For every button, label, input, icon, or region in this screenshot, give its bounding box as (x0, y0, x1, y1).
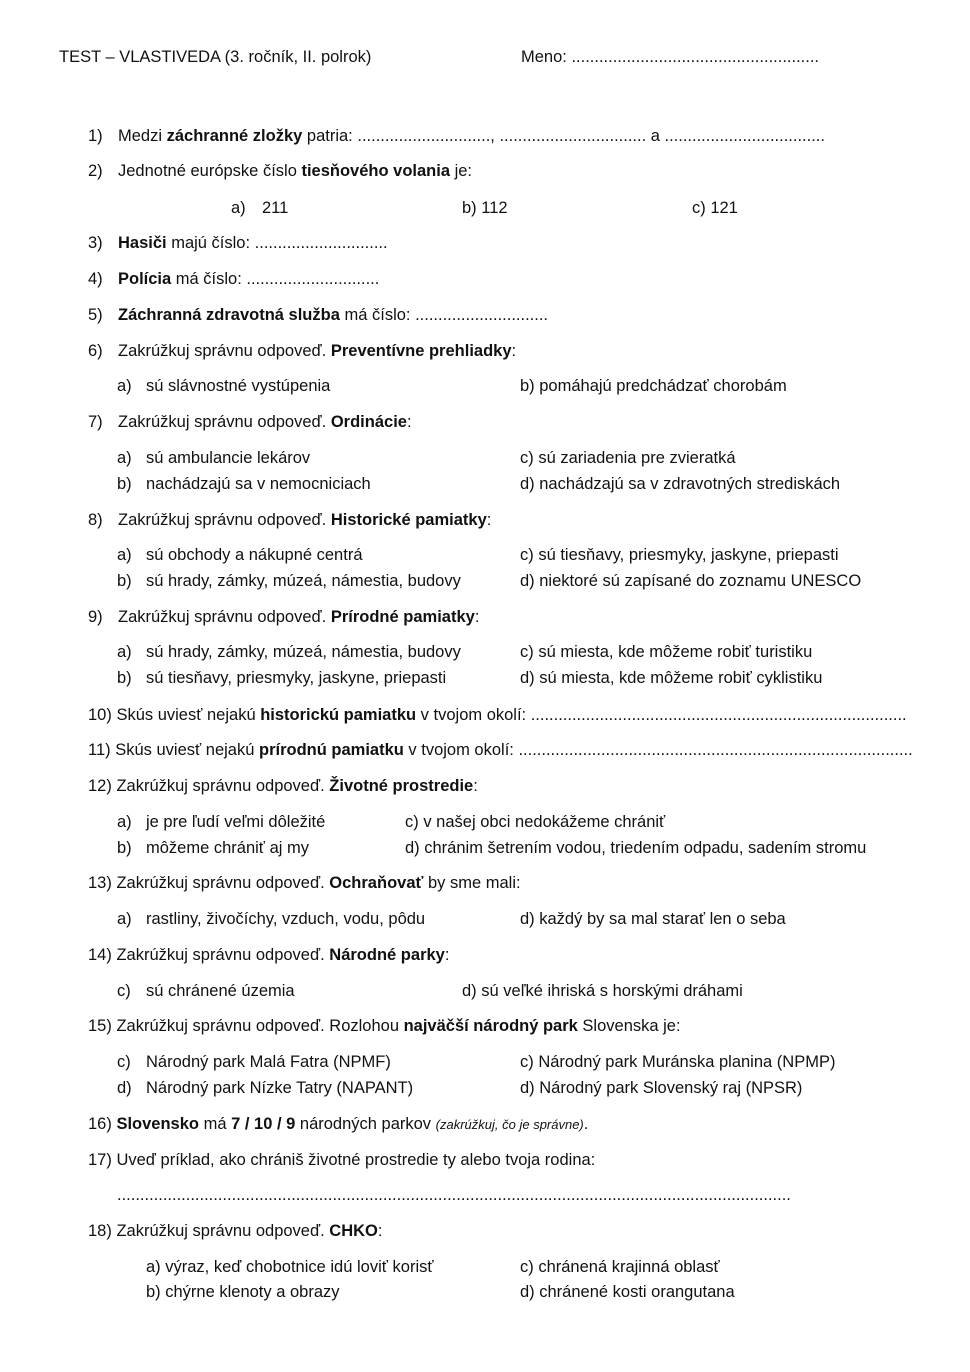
question-7-option-a[interactable]: sú ambulancie lekárov (146, 449, 311, 467)
question-18: 18) Zakrúžkuj správnu odpoveď. CHKO: (88, 1222, 383, 1240)
question-8-option-b-label[interactable]: b) (117, 572, 132, 590)
question-12: 12) Zakrúžkuj správnu odpoveď. Životné prostredie: (88, 777, 478, 795)
question-7-option-b[interactable]: nachádzajú sa v nemocniciach (146, 475, 371, 493)
question-3-text: Hasiči majú číslo: ............................. (118, 234, 388, 252)
question-18-option-d[interactable]: d) chránené kosti orangutana (520, 1283, 735, 1301)
test-title: TEST – VLASTIVEDA (3. ročník, II. polrok) (59, 48, 372, 66)
question-9-option-a[interactable]: sú hrady, zámky, múzeá, námestia, budovy (146, 643, 461, 661)
question-18-option-a[interactable]: a) výraz, keď chobotnice idú loviť korisť (146, 1258, 434, 1276)
name-field[interactable]: Meno: ...................................................... (521, 48, 819, 66)
question-15: 15) Zakrúžkuj správnu odpoveď. Rozlohou najväčší národný park Slovenska je: (88, 1017, 681, 1035)
question-13-option-d[interactable]: d) každý by sa mal starať len o seba (520, 910, 786, 928)
question-4-number: 4) (88, 270, 103, 288)
question-7-option-c[interactable]: c) sú zariadenia pre zvieratká (520, 449, 736, 467)
question-12-option-a-label[interactable]: a) (117, 813, 132, 831)
question-9-text: Zakrúžkuj správnu odpoveď. Prírodné pamiatky: (118, 608, 480, 626)
question-2-text: Jednotné európske číslo tiesňového volania je: (118, 162, 473, 180)
question-6-number: 6) (88, 342, 103, 360)
question-7-text: Zakrúžkuj správnu odpoveď. Ordinácie: (118, 413, 412, 431)
question-7-number: 7) (88, 413, 103, 431)
question-9-option-c[interactable]: c) sú miesta, kde môžeme robiť turistiku (520, 643, 813, 661)
question-12-option-b-label[interactable]: b) (117, 839, 132, 857)
question-6-option-b[interactable]: b) pomáhajú predchádzať chorobám (520, 377, 787, 395)
question-6-option-a-label[interactable]: a) (117, 377, 132, 395)
question-12-option-a[interactable]: je pre ľudí veľmi dôležité (146, 813, 326, 831)
question-12-option-b[interactable]: môžeme chrániť aj my (146, 839, 309, 857)
question-17-answer-line[interactable]: ................................................................................................................................................... (117, 1186, 791, 1204)
question-11[interactable]: 11) Skús uviesť nejakú prírodnú pamiatku v tvojom okolí: ...................................................................................... (88, 741, 913, 759)
question-18-option-b[interactable]: b) chýrne klenoty a obrazy (146, 1283, 340, 1301)
question-5-text: Záchranná zdravotná služba má číslo: ............................. (118, 306, 549, 324)
question-5-number: 5) (88, 306, 103, 324)
question-15-option-c-label[interactable]: c) (117, 1053, 131, 1071)
question-12-option-d[interactable]: d) chránim šetrením vodou, triedením odpadu, sadením stromu (405, 839, 867, 857)
question-3-number: 3) (88, 234, 103, 252)
question-1-text: Medzi záchranné zložky patria: ............................., ................................ a ................................... (118, 127, 825, 145)
question-7-option-b-label[interactable]: b) (117, 475, 132, 493)
question-1-number: 1) (88, 127, 103, 145)
question-13-option-a-label[interactable]: a) (117, 910, 132, 928)
question-9-option-b-label[interactable]: b) (117, 669, 132, 687)
question-14-option-c[interactable]: sú chránené územia (146, 982, 295, 1000)
question-8-option-c[interactable]: c) sú tiesňavy, priesmyky, jaskyne, priepasti (520, 546, 839, 564)
question-13: 13) Zakrúžkuj správnu odpoveď. Ochraňovať by sme mali: (88, 874, 521, 892)
question-8-text: Zakrúžkuj správnu odpoveď. Historické pamiatky: (118, 511, 492, 529)
question-15-option-d-label[interactable]: d) (117, 1079, 132, 1097)
question-2-number: 2) (88, 162, 103, 180)
question-16[interactable]: 16) Slovensko má 7 / 10 / 9 národných parkov (zakrúžkuj, čo je správne). (88, 1115, 589, 1133)
question-2-option-c[interactable]: c) 121 (692, 199, 738, 217)
question-9-option-d[interactable]: d) sú miesta, kde môžeme robiť cyklistiku (520, 669, 823, 687)
question-8-option-d[interactable]: d) niektoré sú zapísané do zoznamu UNESCO (520, 572, 862, 590)
question-12-option-c[interactable]: c) v našej obci nedokážeme chrániť (405, 813, 666, 831)
question-15-option-d2[interactable]: d) Národný park Slovenský raj (NPSR) (520, 1079, 803, 1097)
question-13-option-a[interactable]: rastliny, živočíchy, vzduch, vodu, pôdu (146, 910, 426, 928)
question-17: 17) Uveď príklad, ako chrániš životné prostredie ty alebo tvoja rodina: (88, 1151, 596, 1169)
question-7-option-a-label[interactable]: a) (117, 449, 132, 467)
question-18-option-c[interactable]: c) chránená krajinná oblasť (520, 1258, 720, 1276)
question-10[interactable]: 10) Skús uviesť nejakú historickú pamiatku v tvojom okolí: .................................................................................. (88, 706, 907, 724)
question-2-option-b[interactable]: b) 112 (462, 199, 508, 217)
question-8-option-a-label[interactable]: a) (117, 546, 132, 564)
question-15-option-d[interactable]: Národný park Nízke Tatry (NAPANT) (146, 1079, 414, 1097)
question-9-option-b[interactable]: sú tiesňavy, priesmyky, jaskyne, priepasti (146, 669, 447, 687)
question-15-option-c[interactable]: Národný park Malá Fatra (NPMF) (146, 1053, 391, 1071)
question-2-option-a[interactable]: 211 (262, 199, 289, 217)
question-7-option-d[interactable]: d) nachádzajú sa v zdravotných strediskách (520, 475, 841, 493)
question-8-option-a[interactable]: sú obchody a nákupné centrá (146, 546, 363, 564)
question-4-text: Polícia má číslo: ............................. (118, 270, 380, 288)
question-9-number: 9) (88, 608, 103, 626)
question-2-option-a-label[interactable]: a) (231, 199, 246, 217)
question-6-text: Zakrúžkuj správnu odpoveď. Preventívne prehliadky: (118, 342, 517, 360)
question-14-option-c-label[interactable]: c) (117, 982, 131, 1000)
question-14: 14) Zakrúžkuj správnu odpoveď. Národné parky: (88, 946, 450, 964)
question-8-option-b[interactable]: sú hrady, zámky, múzeá, námestia, budovy (146, 572, 461, 590)
question-14-option-d[interactable]: d) sú veľké ihriská s horskými dráhami (462, 982, 743, 1000)
question-15-option-c2[interactable]: c) Národný park Muránska planina (NPMP) (520, 1053, 836, 1071)
question-9-option-a-label[interactable]: a) (117, 643, 132, 661)
question-8-number: 8) (88, 511, 103, 529)
question-6-option-a[interactable]: sú slávnostné vystúpenia (146, 377, 331, 395)
